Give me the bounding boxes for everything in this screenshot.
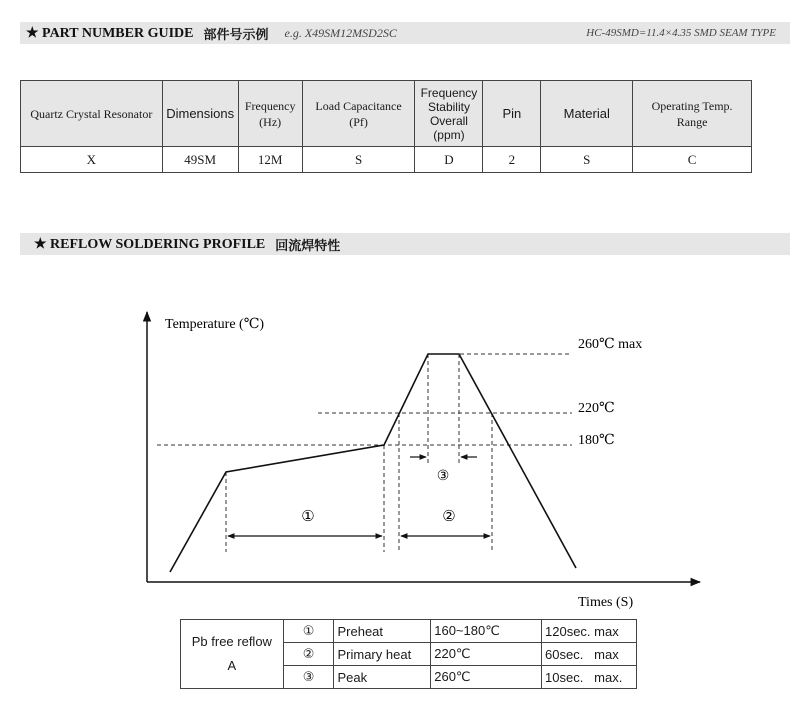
part-number-example: e.g. X49SM12MSD2SC [284,25,397,40]
value-dimensions: 49SM [162,147,238,173]
value-pin: 2 [483,147,541,173]
header-dimensions: Dimensions [162,81,238,147]
legend-time: 10sec. max. [542,666,637,689]
legend-temp: 220℃ [431,643,542,666]
ref-label-180: 180℃ [578,433,615,448]
x-axis-label: Times (S) [578,595,634,610]
zone3-marker: ③ [436,469,450,484]
reflow-title-cn: 回流焊特性 [275,238,341,254]
legend-stage: Peak [334,666,431,689]
part-guide-title: ★ PART NUMBER GUIDE [26,25,194,41]
legend-stage: Primary heat [334,643,431,666]
legend-zone-number: ① [283,620,334,643]
reflow-legend-table [180,619,637,689]
value-frequency-stability: D [415,147,483,173]
value-frequency: 12M [238,147,302,173]
header-frequency-stability: Frequency Stability Overall (ppm) [415,81,483,147]
legend-temp: 160~180℃ [431,620,542,643]
table-row [21,147,752,173]
reflow-title: ★ REFLOW SOLDERING PROFILE [34,236,266,252]
temperature-profile-line [170,354,576,572]
part-guide-title-cn: 部件号示例 [203,27,269,43]
header-resonator: Quartz Crystal Resonator [21,81,163,147]
value-resonator: X [21,147,163,173]
ref-label-220: 220℃ [578,401,615,416]
legend-time: 120sec. max [542,620,637,643]
value-material: S [541,147,633,173]
header-operating-temp: Operating Temp. Range [633,81,752,147]
legend-group-label: Pb free reflow [191,634,272,649]
legend-zone-number: ③ [283,666,334,689]
legend-zone-number: ② [283,643,334,666]
legend-temp: 260℃ [431,666,542,689]
header-load-capacitance: Load Capacitance (Pf) [302,81,415,147]
legend-group-class: A [227,658,237,673]
reflow-header [20,233,790,255]
legend-group-cell [181,620,284,689]
reflow-profile-chart [0,300,800,620]
header-material: Material [541,81,633,147]
table-header-row [21,81,752,147]
value-operating-temp: C [633,147,752,173]
part-guide-header [20,22,790,44]
type-note: HC-49SMD=11.4×4.35 SMD SEAM TYPE [586,27,776,39]
value-load-capacitance: S [302,147,415,173]
legend-time: 60sec. max [542,643,637,666]
legend-stage: Preheat [334,620,431,643]
table-row [181,620,637,643]
header-pin: Pin [483,81,541,147]
header-frequency: Frequency (Hz) [238,81,302,147]
y-axis-label: Temperature (℃) [165,317,265,332]
ref-label-260: 260℃ max [578,337,643,352]
zone1-marker: ① [301,509,315,525]
part-number-table [20,80,752,173]
zone2-marker: ② [442,509,456,525]
